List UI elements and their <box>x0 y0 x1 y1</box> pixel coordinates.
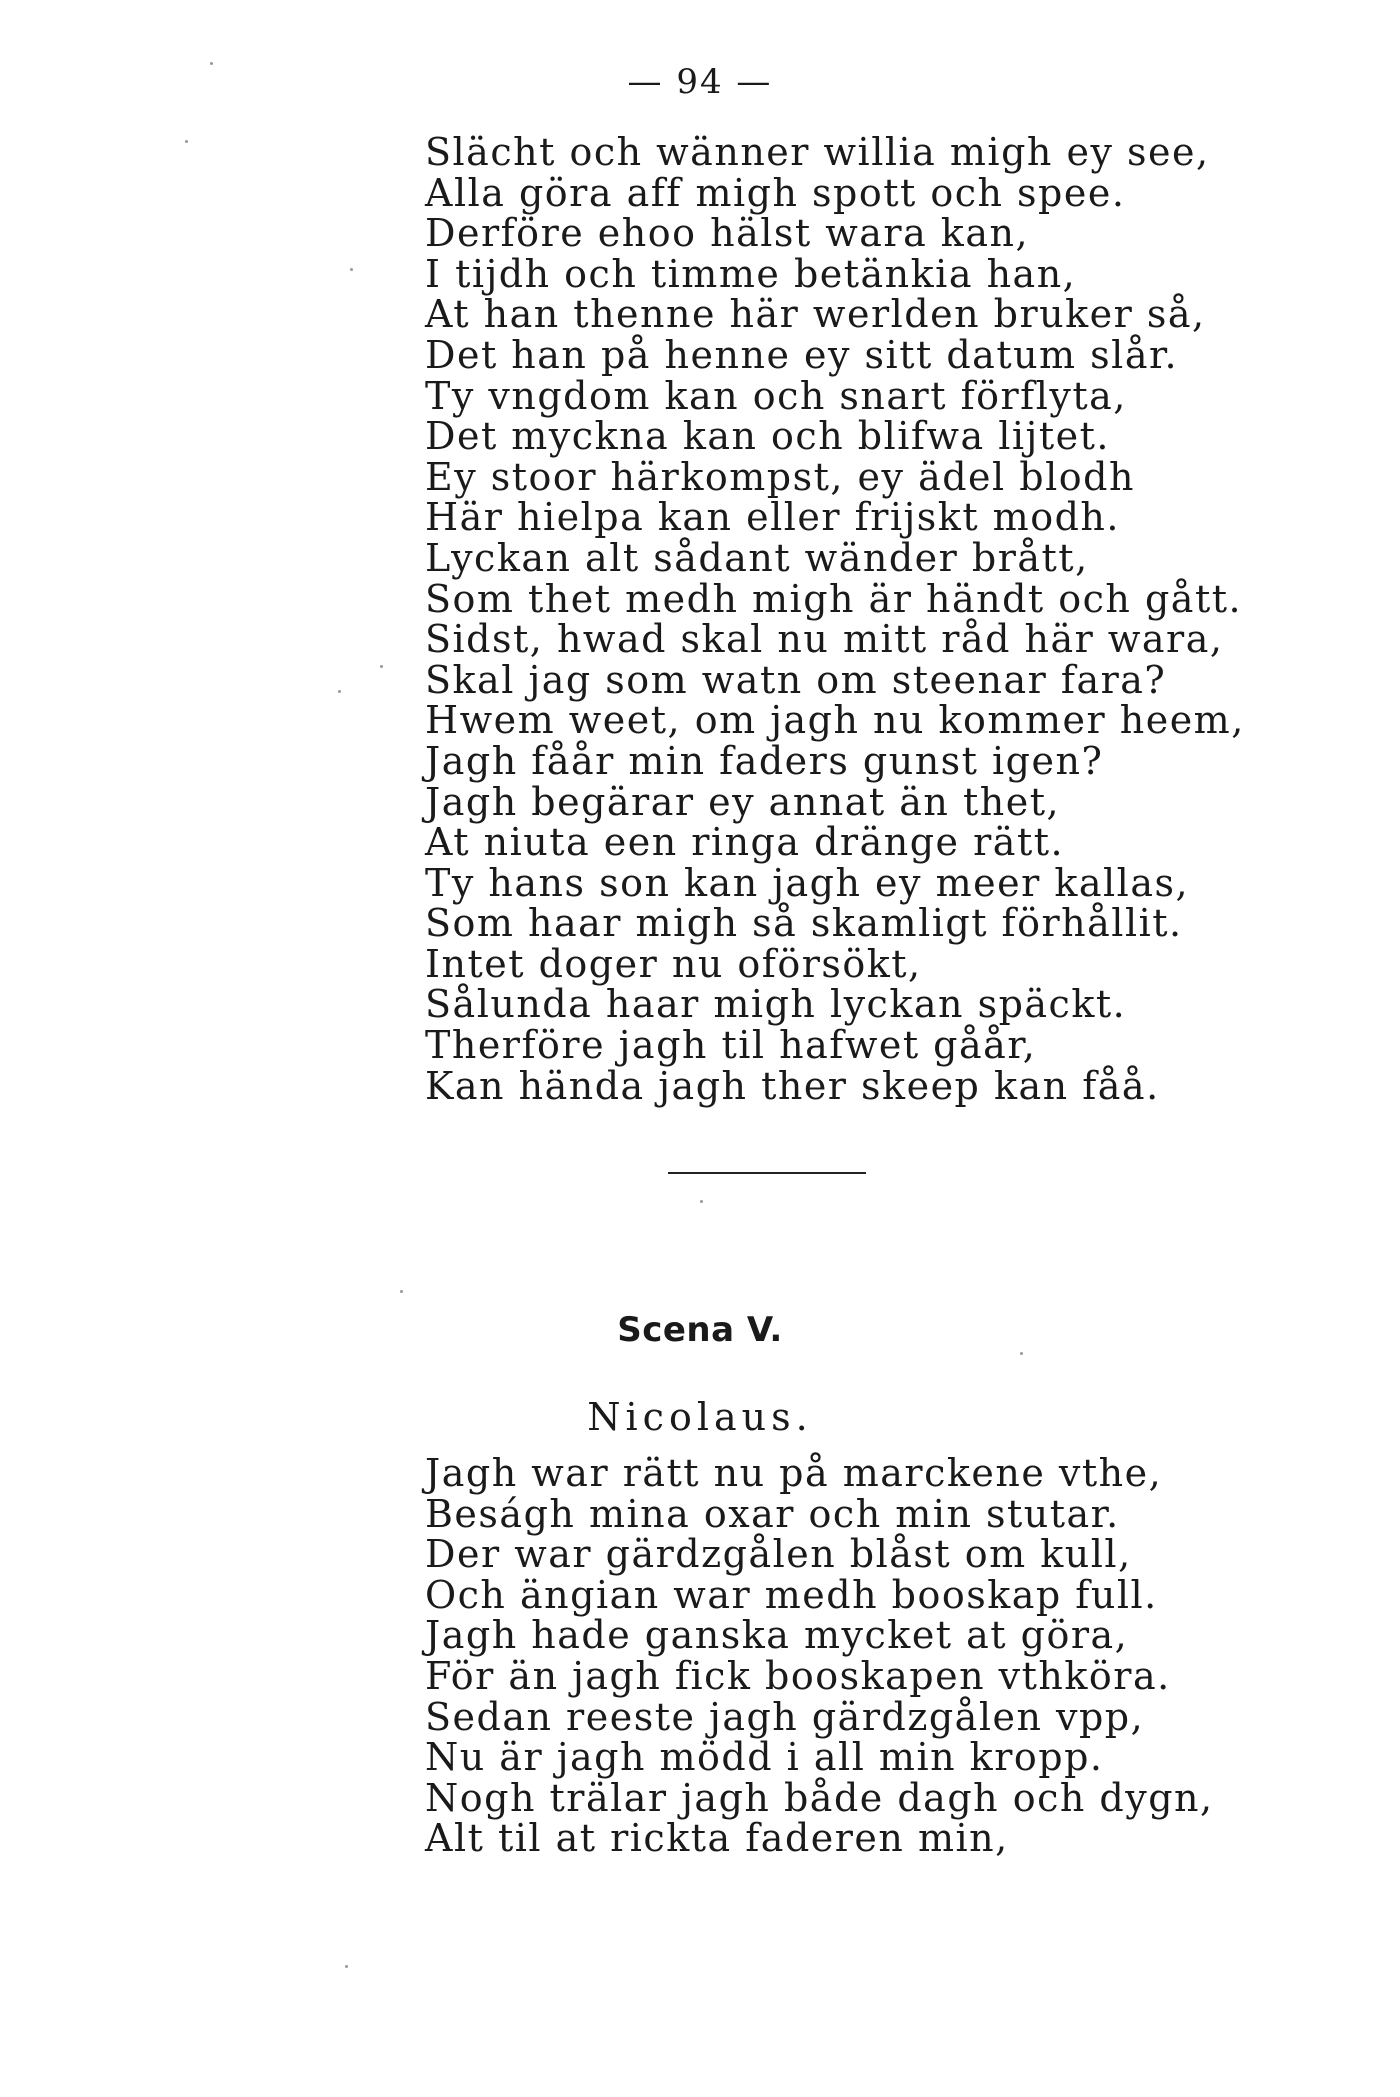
verse-line: I tijdh och timme betänkia han, <box>425 251 1077 296</box>
verse-line: At han thenne här werlden bruker så, <box>425 292 1206 337</box>
scan-speck <box>350 268 353 271</box>
verse-line: Det han på henne ey sitt datum slår. <box>425 332 1179 377</box>
scan-speck <box>338 690 341 693</box>
verse-line: För än jagh fick booskapen vthköra. <box>425 1653 1171 1698</box>
verse-line: Sedan reeste jagh gärdzgålen vpp, <box>425 1694 1145 1739</box>
scan-speck <box>400 1290 403 1293</box>
verse-line: Jagh war rätt nu på marckene vthe, <box>425 1451 1163 1495</box>
verse-line: Ty vngdom kan och snart förflyta, <box>425 373 1127 418</box>
scan-speck <box>700 1200 703 1203</box>
verse-line: Nogh trälar jagh både dagh och dygn, <box>425 1775 1214 1820</box>
verse-line: Nu är jagh mödd i all min kropp. <box>425 1735 1104 1780</box>
verse-line: Ty hans son kan jagh ey meer kallas, <box>425 860 1190 905</box>
verse-line: Jagh fåår min faders gunst igen? <box>425 738 1104 783</box>
scan-speck <box>1020 1352 1023 1355</box>
verse-line: Som haar migh så skamligt förhållit. <box>425 901 1183 946</box>
verse-line: Alt til at rickta faderen min, <box>425 1816 1009 1861</box>
verse-line: Kan hända jagh ther skeep kan fåå. <box>425 1063 1160 1108</box>
scan-speck <box>345 1965 348 1968</box>
verse-line: Och ängian war medh booskap full. <box>425 1572 1158 1617</box>
verse-line: Lyckan alt sådant wänder brått, <box>425 535 1089 580</box>
verse-line: Sålunda haar migh lyckan späckt. <box>425 982 1127 1027</box>
verse-line: Skal jag som watn om steenar fara? <box>425 657 1167 702</box>
verse-line: Beságh mina oxar och min stutar. <box>425 1491 1120 1536</box>
scene-heading: Scena V. <box>617 1310 783 1350</box>
section-divider <box>668 1172 866 1174</box>
verse-line: Der war gärdzgålen blåst om kull, <box>425 1532 1132 1577</box>
verse-block-top <box>425 132 1245 1106</box>
verse-line: Therföre jagh til hafwet gåår, <box>425 1023 1037 1068</box>
verse-line: Hwem weet, om jagh nu kommer heem, <box>425 698 1245 743</box>
speaker-name: Nicolaus. <box>587 1395 813 1439</box>
verse-line: Ey stoor härkompst, ey ädel blodh <box>425 454 1135 499</box>
scan-speck <box>380 665 383 668</box>
verse-block-bottom <box>425 1453 1214 1859</box>
scan-speck <box>210 62 213 65</box>
verse-line: At niuta een ringa dränge rätt. <box>425 820 1065 865</box>
scan-speck <box>185 140 188 143</box>
verse-line: Som thet medh migh är händt och gått. <box>425 576 1243 621</box>
verse-line: Sidst, hwad skal nu mitt råd här wara, <box>425 617 1224 662</box>
verse-line: Det myckna kan och blifwa lijtet. <box>425 414 1110 459</box>
page-number: — 94 — <box>627 62 773 102</box>
verse-line: Derföre ehoo hälst wara kan, <box>425 211 1030 256</box>
verse-line: Slächt och wänner willia migh ey see, <box>425 130 1210 174</box>
verse-line: Jagh begärar ey annat än thet, <box>425 779 1061 824</box>
verse-line: Alla göra aff migh spott och spee. <box>425 170 1126 215</box>
verse-line: Intet doger nu oförsökt, <box>425 941 922 986</box>
verse-line: Jagh hade ganska mycket at göra, <box>425 1613 1129 1658</box>
verse-line: Här hielpa kan eller frijskt modh. <box>425 495 1120 540</box>
